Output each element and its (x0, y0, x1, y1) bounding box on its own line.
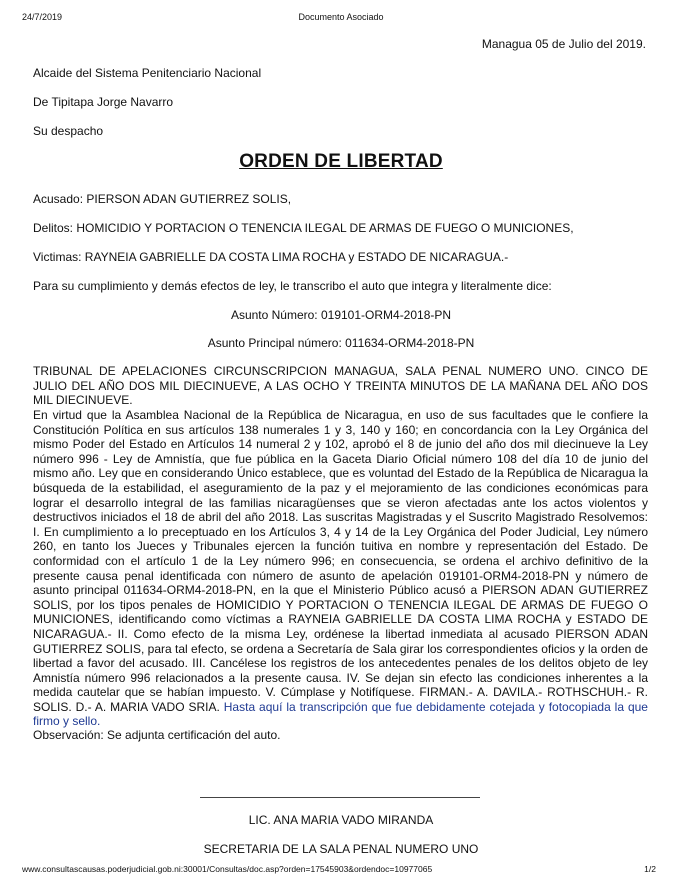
address-line-2: De Tipitapa Jorge Navarro (33, 95, 174, 109)
print-header-title: Documento Asociado (298, 12, 384, 22)
place-date: Managua 05 de Julio del 2019. (481, 37, 646, 51)
footer-page-number: 1/2 (644, 864, 656, 874)
crimes-line: Delitos: HOMICIDIO Y PORTACION O TENENCIA ILEGAL DE ARMAS DE FUEGO O MUNICIONES, (33, 221, 574, 235)
observation-line: Observación: Se adjunta certificación del auto. (33, 728, 281, 742)
signature-line (200, 797, 480, 798)
main-case-number: Asunto Principal número: 011634-ORM4-2018-PN (207, 336, 475, 350)
address-line-3: Su despacho (33, 124, 104, 138)
accused-line: Acusado: PIERSON ADAN GUTIERREZ SOLIS, (33, 192, 292, 206)
footer-url: www.consultascausas.poderjudicial.gob.ni:30001/Consultas/doc.asp?orden=17545903&ordendoc=10977065 (22, 864, 433, 874)
case-number: Asunto Número: 019101-ORM4-2018-PN (230, 308, 452, 322)
tribunal-paragraph: TRIBUNAL DE APELACIONES CIRCUNSCRIPCION MANAGUA, SALA PENAL NUMERO UNO. CINCO DE JULIO DEL AÑO DOS MIL DIECINUEVE, A LAS OCHO Y TREINTA MINUTOS DE LA MAÑANA DEL AÑO DOS MIL DIECINUEVE. (33, 364, 648, 408)
closing-text: Hasta aquí la transcripción que fue debidamente cotejada y fotocopiada la que firmo y sello. (33, 699, 648, 729)
body-text: En virtud que la Asamblea Nacional de la República de Nicaragua, en uso de sus facultades que le confiere la Constitución Política en sus artículos 138 numerales 1 y 3, 140 y 160; en concordancia con la Ley Orgánica del mismo Poder del Estado en Artículos 14 numeral 2 y 102, aprobó el 8 de junio del año dos mil diecinueve la Ley número 996 - Ley de Amnistía, que fue pública en la Gaceta Diario Oficial número 108 del día 10 de junio del mismo año. Ley que en considerando Único establece, que es voluntad del Estado de la República de Nicaragua la búsqueda de la estabilidad, el aseguramiento de la paz y el mejoramiento de las condiciones económicas para lograr el desarrollo integral de las familias nicaragüenses que se vieron afectadas ante los actos violentos y destructivos iniciados el 18 de abril del año 2018. Las suscritas Magistradas y el Suscrito Magistrado Resolvemos: I. En cumplimiento a lo preceptuado en los Artículos 3, 4 y 14 de la Ley Orgánica del Poder Judicial, Ley número 260, en tanto los Jueces y Tribunales ejercen la función tuitiva en nombre y representación del Estado. De conformidad con el artículo 1 de la Ley número 996; en consecuencia, se ordena el archivo definitivo de la presente causa penal identificada con número de asunto de apelación 019101-ORM4-2018-PN y número de asunto principal 011634-ORM4-2018-PN, en la que el Ministerio Público acusó a PIERSON ADAN GUTIERREZ SOLIS, por los tipos penales de HOMICIDIO Y PORTACION O TENENCIA ILEGAL DE ARMAS DE FUEGO O MUNICIONES, identificando como víctimas a RAYNEIA GABRIELLE DA COSTA LIMA ROCHA y ESTADO DE NICARAGUA.- II. Como efecto de la misma Ley, ordénese la libertad inmediata al acusado PIERSON ADAN GUTIERREZ SOLIS, para tal efecto, se ordena a Secretaría de Sala girar los correspondientes oficios y la orden de libertad a favor del acusado. III. Cancélese los registros de los antecedentes penales de los delitos objeto de ley Amnistía número 996 relacionados a la presente causa. IV. Se dejan sin efecto las condiciones inherentes a la medida cautelar que se habían impuesto. V. Cúmplase y Notifíquese. FIRMAN.- A. DAVILA.- ROTHSCHUH.- R. SOLIS. D.- A. MARIA VADO SRIA. (33, 408, 648, 714)
signer-name: LIC. ANA MARIA VADO MIRANDA (248, 813, 434, 827)
address-line-1: Alcaide del Sistema Penitenciario Nacional (33, 66, 262, 80)
body-paragraph (33, 408, 648, 729)
document-title: ORDEN DE LIBERTAD (239, 151, 443, 172)
signer-role: SECRETARIA DE LA SALA PENAL NUMERO UNO (203, 842, 479, 856)
print-header-date: 24/7/2019 (22, 12, 63, 22)
intro-line: Para su cumplimiento y demás efectos de ley, le transcribo el auto que integra y literalmente dice: (33, 279, 552, 293)
victims-line: Victimas: RAYNEIA GABRIELLE DA COSTA LIMA ROCHA y ESTADO DE NICARAGUA.- (33, 250, 509, 264)
